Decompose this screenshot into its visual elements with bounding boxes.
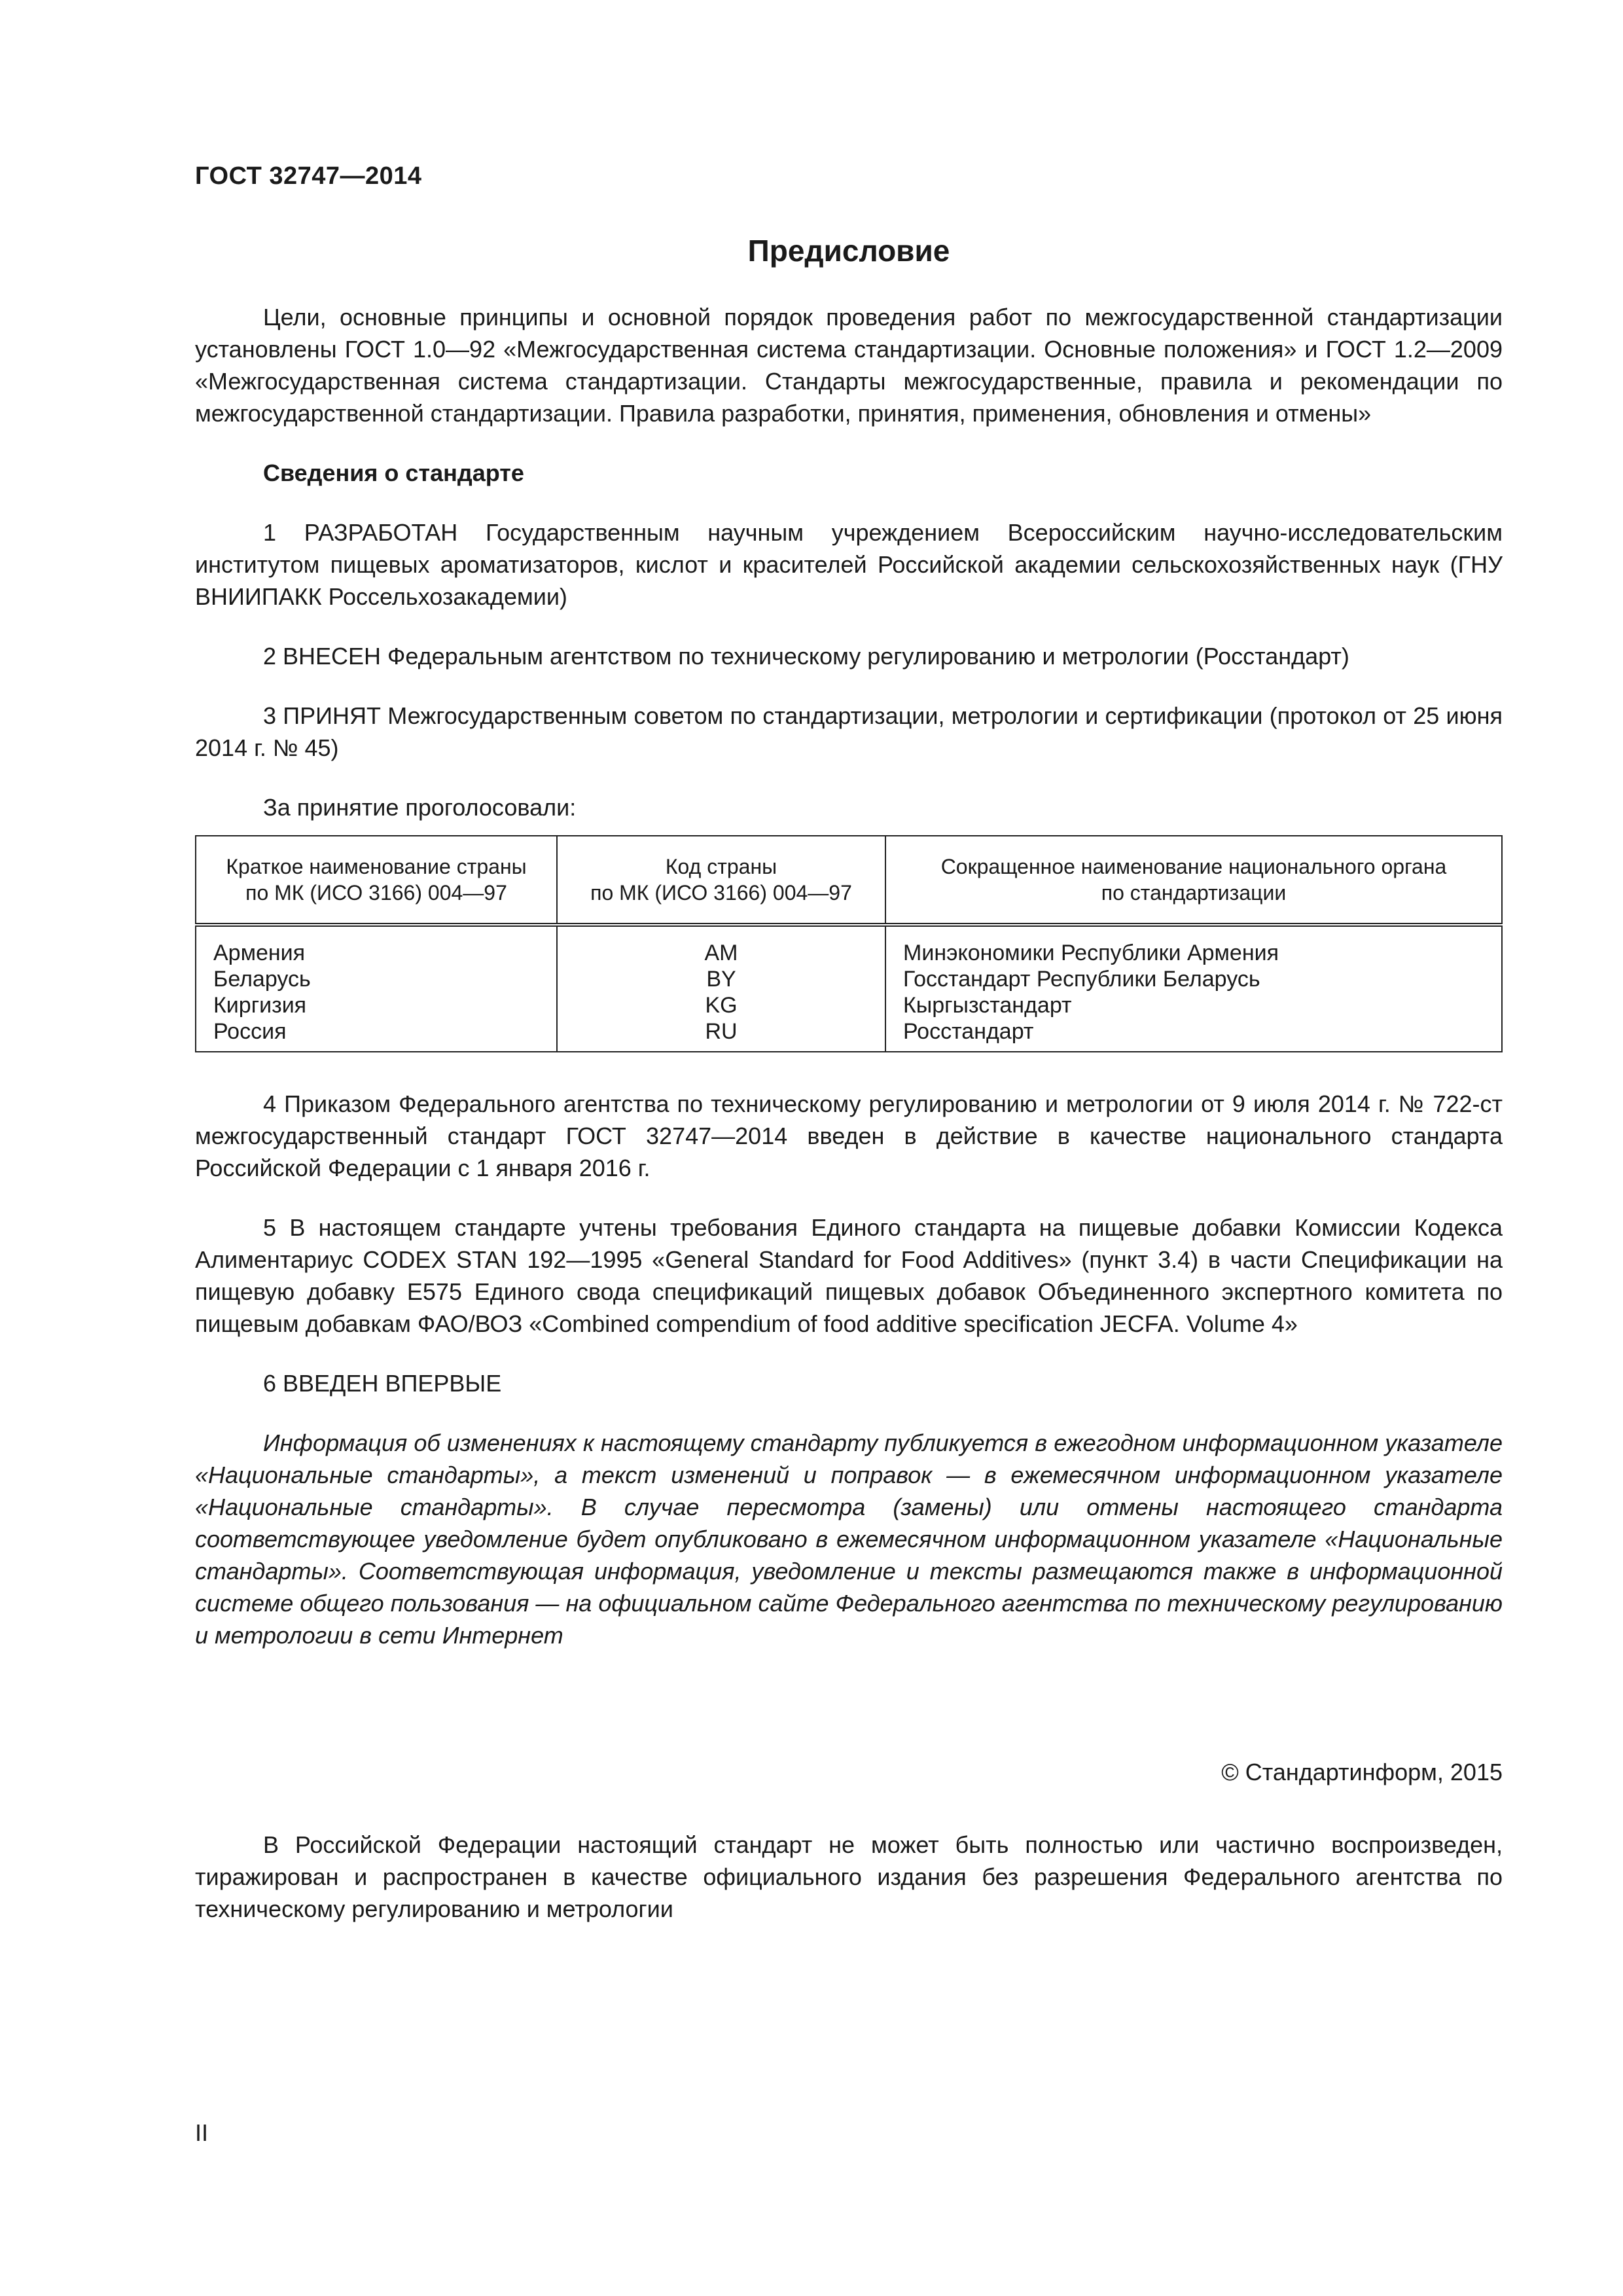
item-5: 5 В настоящем стандарте учтены требования Единого стандарта на пищевые добавки Комиссии Кодекса Алиментариус CODEX STAN 192—1995 «General Standard for Food Additives» (пункт 3.4) в части Спецификации на пищевую добавку Е575 Единого свода спецификаций пищевых добавок Объединенного экспертного комитета по пищевым добавкам ФАО/ВОЗ «Combined compendium of food additive specification JECFA. Volume 4»	[195, 1214, 1503, 1337]
vote-table-header-row	[196, 836, 1502, 925]
item-4: 4 Приказом Федерального агентства по техническому регулированию и метрологии от 9 июля 2014 г. № 722-ст межгосударственный стандарт ГОСТ 32747—2014 введен в действие в качестве национального стандарта Российской Федерации с 1 января 2016 г.	[195, 1090, 1503, 1181]
country-name: Россия	[196, 1018, 557, 1052]
copyright-line: © Стандартинформ, 2015	[1221, 1759, 1503, 1785]
reproduction-notice: В Российской Федерации настоящий стандарт не может быть полностью или частично воспроизведен, тиражирован и распространен в качестве официального издания без разрешения Федерального агентства по техническому регулированию и метрологии	[195, 1831, 1503, 1922]
country-code: BY	[557, 966, 885, 992]
country-name: Армения	[196, 925, 557, 966]
national-body: Кыргызстандарт	[885, 992, 1502, 1018]
document-code: ГОСТ 32747—2014	[195, 162, 422, 190]
table-row	[196, 992, 1502, 1018]
table-row	[196, 925, 1502, 966]
page-number: II	[195, 2119, 209, 2146]
item-3: 3 ПРИНЯТ Межгосударственным советом по стандартизации, метрологии и сертификации (протокол от 25 июня 2014 г. № 45)	[195, 702, 1503, 761]
item-2: 2 ВНЕСЕН Федеральным агентством по техническому регулированию и метрологии (Росстандарт)	[263, 643, 1349, 670]
national-body: Госстандарт Республики Беларусь	[885, 966, 1502, 992]
item-1: 1 РАЗРАБОТАН Государственным научным учреждением Всероссийским научно-исследовательским институтом пищевых ароматизаторов, кислот и красителей Российской академии сельскохозяйственных наук (ГНУ ВНИИПАКК Россельхозакадемии)	[195, 519, 1503, 610]
header-country-name: Краткое наименование страны по МК (ИСО 3166) 004—97	[196, 836, 557, 925]
change-notice: Информация об изменениях к настоящему стандарту публикуется в ежегодном информационном указателе «Национальные стандарты», а текст изменений и поправок — в ежемесячном информационном указателе «Национальные стандарты». В случае пересмотра (замены) или отмены настоящего стандарта соответствующее уведомление будет опубликовано в ежемесячном информационном указателе «Национальные стандарты». Соответствующая информация, уведомление и тексты размещаются также в информационной системе общего пользования — на официальном сайте Федерального агентства по техническому регулированию и метрологии в сети Интернет	[195, 1429, 1503, 1649]
country-code: AM	[557, 925, 885, 966]
document-body	[195, 301, 1503, 1952]
country-name: Беларусь	[196, 966, 557, 992]
document-page	[195, 0, 1503, 2296]
vote-table	[195, 835, 1503, 1052]
header-country-code: Код страны по МК (ИСО 3166) 004—97	[557, 836, 885, 925]
national-body: Минэкономики Республики Армения	[885, 925, 1502, 966]
country-code: RU	[557, 1018, 885, 1052]
intro-paragraph: Цели, основные принципы и основной порядок проведения работ по межгосударственной стандартизации установлены ГОСТ 1.0—92 «Межгосударственная система стандартизации. Основные положения» и ГОСТ 1.2—2009 «Межгосударственная система стандартизации. Стандарты межгосударственные, правила и рекомендации по межгосударственной стандартизации. Правила разработки, принятия, применения, обновления и отмены»	[195, 304, 1503, 427]
header-national-body: Сокращенное наименование национального органа по стандартизации	[885, 836, 1502, 925]
table-row	[196, 1018, 1502, 1052]
table-row	[196, 966, 1502, 992]
country-name: Киргизия	[196, 992, 557, 1018]
vote-intro: За принятие проголосовали:	[263, 794, 577, 821]
page-title: Предисловие	[747, 234, 950, 268]
item-6: 6 ВВЕДЕН ВПЕРВЫЕ	[263, 1370, 502, 1397]
national-body: Росстандарт	[885, 1018, 1502, 1052]
section-heading: Сведения о стандарте	[263, 459, 524, 486]
country-code: KG	[557, 992, 885, 1018]
